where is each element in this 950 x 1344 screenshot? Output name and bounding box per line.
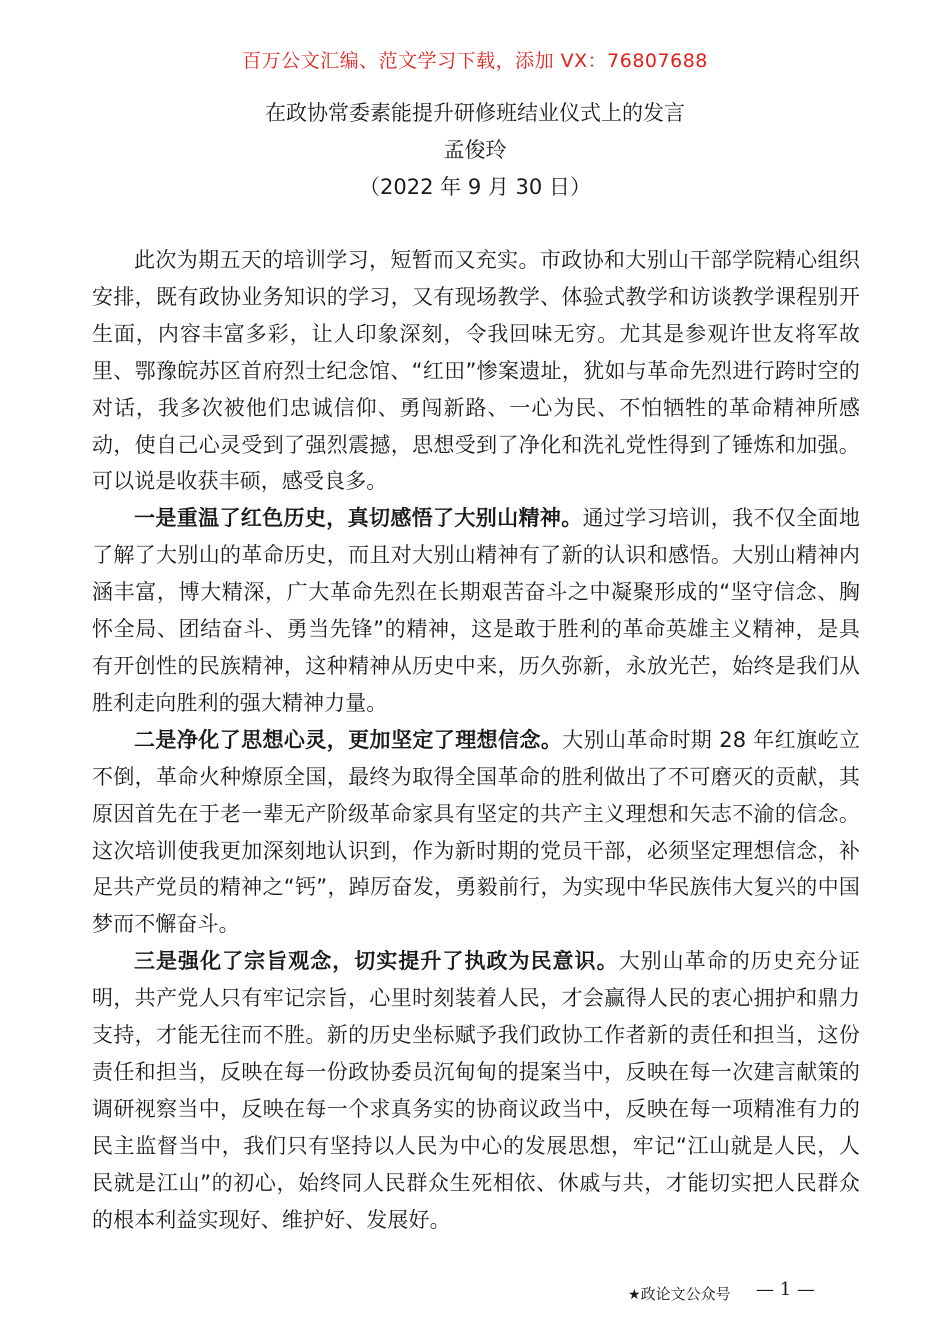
document-title: 在政协常委素能提升研修班结业仪式上的发言 [265,101,685,125]
page-number: — 1 — [756,1279,815,1300]
speech-date: （2022 年 9 月 30 日） [359,175,591,199]
paragraph-heading: 三是强化了宗旨观念，切实提升了执政为民意识。 [134,949,619,974]
paragraph-text: 大别山革命时期 28 年红旗屹立不倒，革命火种燎原全国，最终为取得全国革命的胜利做出了不可磨灭的贡献，其原因首先在于老一辈无产阶级革命家具有坚定的共产主义理想和矢志不渝的信念。这次培训使我更加深刻地认识到，作为新时期的党员干部，必须坚定理想信念，补足共产党员的精神之“钙”，踔厉奋发，勇毅前行，为实现中华民族伟大复兴的中国梦而不懈奋斗。 [92,727,861,937]
paragraph-intro [92,242,860,500]
paragraph-point-one [92,500,860,721]
footer-source-label: 政论文公众号 [640,1285,731,1303]
paragraph-heading: 二是净化了思想心灵，更加坚定了理想信念。 [134,727,563,752]
footer-source [628,1283,731,1304]
paragraph-text: 大别山革命的历史充分证明，共产党人只有牢记宗旨，心里时刻装着人民，才会赢得人民的衷心拥护和鼎力支持，才能无往而不胜。新的历史坐标赋予我们政协工作者新的责任和担当，这份责任和担当，反映在每一份政协委员沉甸甸的提案当中，反映在每一次建言献策的调研视察当中，反映在每一个求真务实的协商议政当中，反映在每一项精准有力的民主监督当中，我们只有坚持以人民为中心的发展思想，牢记“江山就是人民，人民就是江山”的初心，始终同人民群众生死相依、休戚与共，才能切实把人民群众的根本利益实现好、维护好、发展好。 [92,949,860,1232]
paragraph-text: 此次为期五天的培训学习，短暂而又充实。市政协和大别山干部学院精心组织安排，既有政协业务知识的学习，又有现场教学、体验式教学和访谈教学课程别开生面，内容丰富多彩，让人印象深刻，令我回味无穷。尤其是参观许世友将军故里、鄂豫皖苏区首府烈士纪念馆、“红田”惨案遗址，犹如与革命先烈进行跨时空的对话，我多次被他们忠诚信仰、勇闯新路、一心为民、不怕牺牲的革命精神所感动，使自己心灵受到了强烈震撼，思想受到了净化和洗礼党性得到了锤炼和加强。可以说是收获丰硕，感受良多。 [92,248,860,494]
paragraph-point-three [92,943,860,1238]
body-text [92,242,860,1238]
paragraph-heading: 一是重温了红色历史，真切感悟了大别山精神。 [134,506,583,531]
paragraph-text: 通过学习培训，我不仅全面地了解了大别山的革命历史，而且对大别山精神有了新的认识和感悟。大别山精神内涵丰富，博大精深，广大革命先烈在长期艰苦奋斗之中凝聚形成的“坚守信念、胸怀全局、团结奋斗、勇当先锋”的精神，这是敢于胜利的革命英雄主义精神，是具有开创性的民族精神，这种精神从历史中来，历久弥新，永放光芒，始终是我们从胜利走向胜利的强大精神力量。 [92,506,860,715]
author-name: 孟俊玲 [443,138,507,162]
header-banner: 百万公文汇编、范文学习下载，添加 VX：76807688 [242,50,708,72]
paragraph-point-two [92,722,860,943]
star-icon: ★ [628,1287,641,1303]
